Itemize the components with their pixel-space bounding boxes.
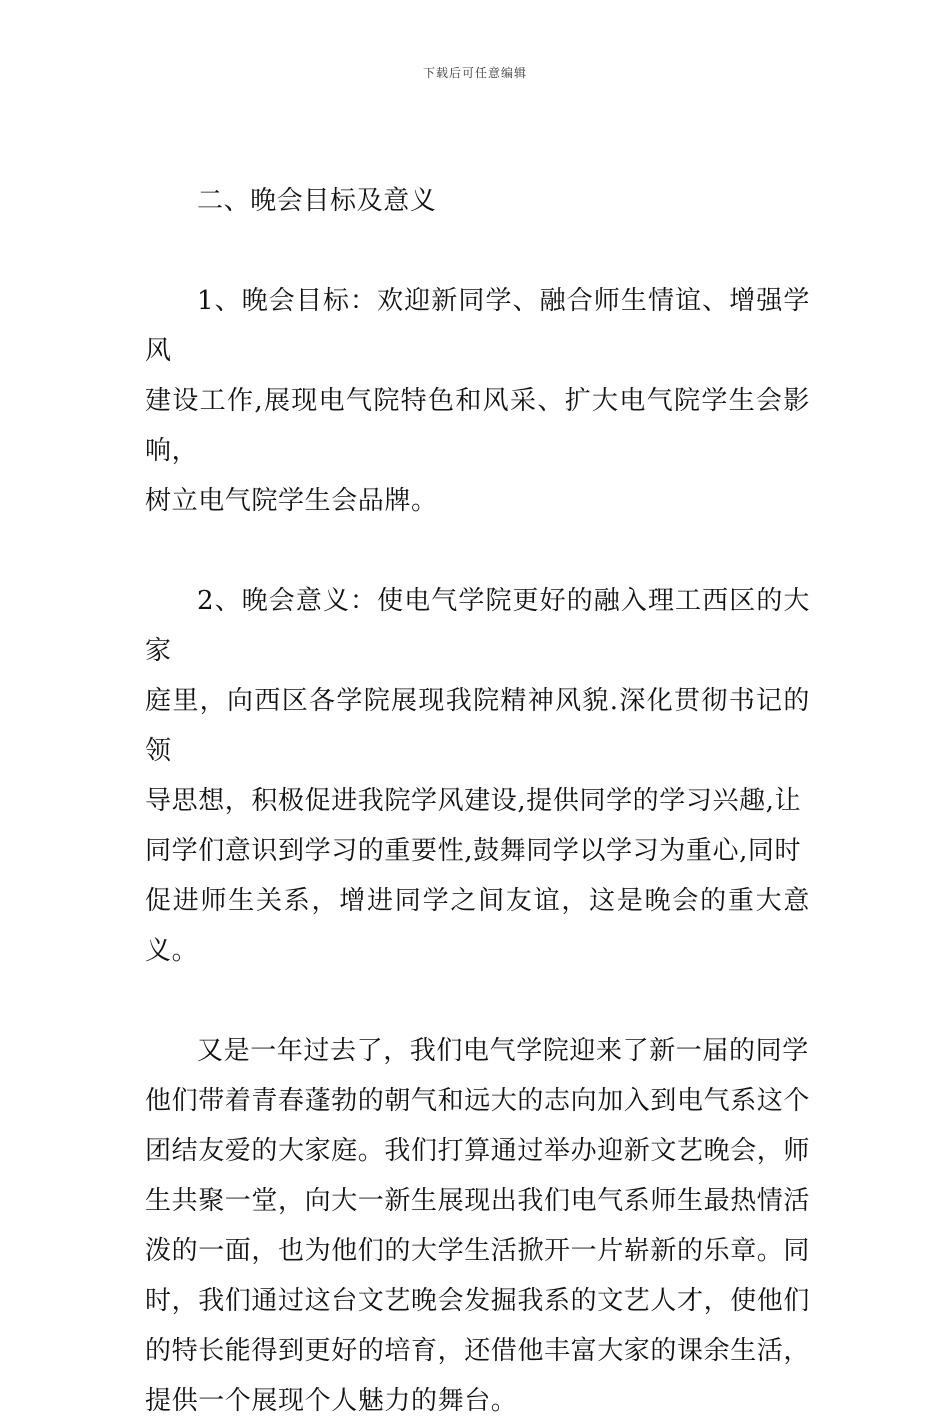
header-note: 下载后可任意编辑 <box>422 66 527 80</box>
paragraph-line: 泼的一面，也为他们的大学生活掀开一片崭新的乐章。同 <box>145 1236 811 1266</box>
section-heading: 二、晚会目标及意义 <box>197 186 437 216</box>
paragraph-line: 导思想，积极促进我院学风建设,提供同学的学习兴趣,让 <box>145 786 802 816</box>
paragraph-line: 同学们意识到学习的重要性,鼓舞同学以学习为重心,同时 <box>145 836 802 866</box>
paragraph-line: 树立电气院学生会品牌。 <box>145 486 438 516</box>
paragraph-line: 1、晚会目标：欢迎新同学、融合师生情谊、增强学风 <box>145 286 810 366</box>
paragraph-line: 2、晚会意义：使电气学院更好的融入理工西区的大家 <box>145 586 810 666</box>
paragraph-line: 团结友爱的大家庭。我们打算通过举办迎新文艺晚会，师 <box>145 1136 811 1166</box>
paragraph-gap <box>145 976 810 1026</box>
document-body <box>145 176 810 1426</box>
paragraph-line: 他们带着青春蓬勃的朝气和远大的志向加入到电气系这个 <box>145 1086 811 1116</box>
paragraph-line: 又是一年过去了，我们电气学院迎来了新一届的同学 <box>197 1036 809 1066</box>
paragraph-line: 提供一个展现个人魅力的舞台。 <box>145 1386 518 1416</box>
paragraph-meaning <box>145 576 810 976</box>
paragraph-background <box>145 1026 810 1426</box>
paragraph-gap <box>145 226 810 276</box>
paragraph-line: 庭里，向西区各学院展现我院精神风貌.深化贯彻书记的领 <box>145 686 810 766</box>
paragraph-gap <box>145 526 810 576</box>
paragraph-line: 建设工作,展现电气院特色和风采、扩大电气院学生会影响， <box>145 386 810 466</box>
paragraph-line: 生共聚一堂，向大一新生展现出我们电气系师生最热情活 <box>145 1186 811 1216</box>
paragraph-line: 时，我们通过这台文艺晚会发掘我系的文艺人才，使他们 <box>145 1286 811 1316</box>
paragraph-line: 的特长能得到更好的培育，还借他丰富大家的课余生活， <box>145 1336 811 1366</box>
paragraph-line: 促进师生关系，增进同学之间友谊，这是晚会的重大意义。 <box>145 886 810 966</box>
paragraph-goal <box>145 276 810 526</box>
